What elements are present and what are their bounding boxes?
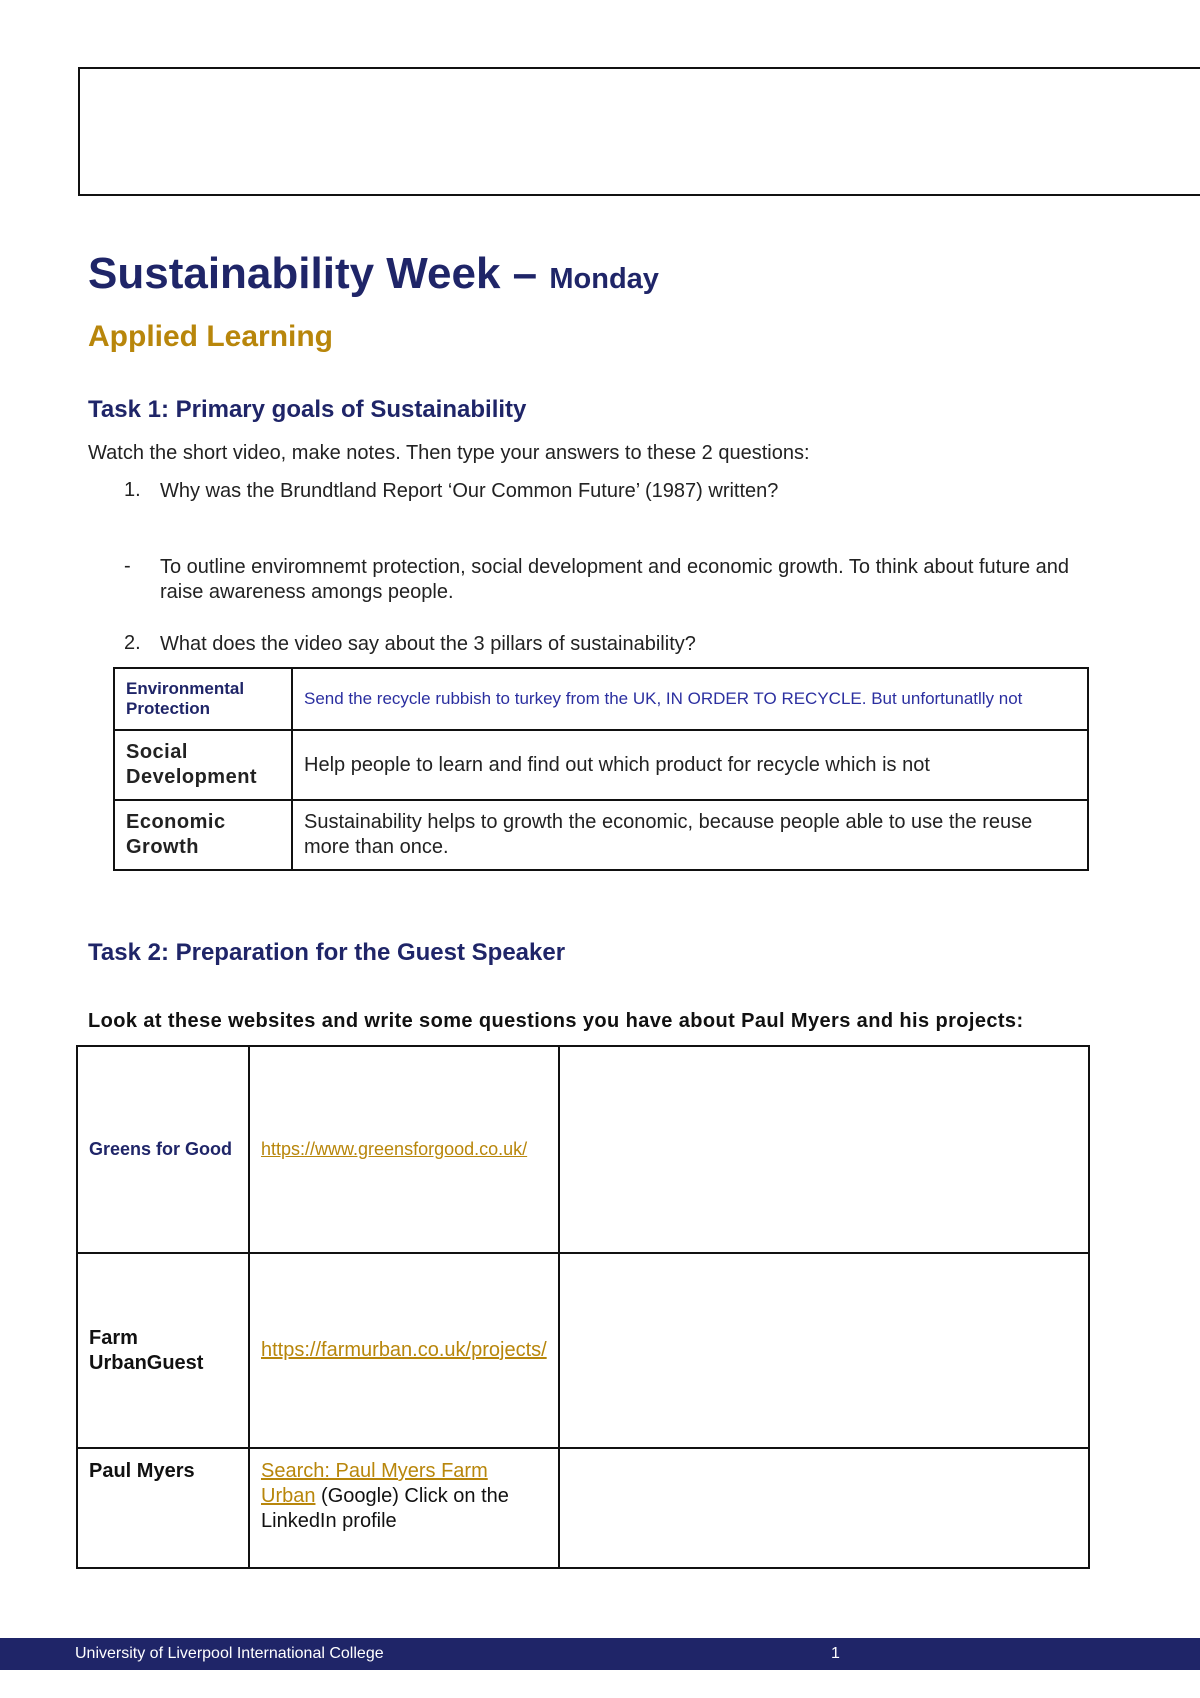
question1-number: 1. [124,479,141,501]
pillar-label: Economic Growth [114,800,292,870]
table-row [77,1448,1089,1568]
search-instructions: (Google) Click on the LinkedIn profile [261,1485,509,1532]
search-link[interactable]: Search: Paul Myers Farm Urban [261,1460,488,1507]
title-main: Sustainability Week – [88,249,550,298]
footer-bar [0,1638,1200,1670]
website-link-cell [249,1448,559,1568]
question2-number: 2. [124,632,141,654]
task1-heading: Task 1: Primary goals of Sustainability [88,396,527,423]
page-number: 1 [831,1645,840,1662]
answer1-text: To outline enviromnemt protection, social development and economic growth. To think about future and raise awareness amongs people. [160,556,1070,603]
website-link[interactable]: https://www.greensforgood.co.uk/ [261,1139,528,1159]
website-link-cell [249,1046,559,1253]
pillar-label: Social Development [114,730,292,800]
answer-bullet: - [124,555,131,577]
table-row [77,1046,1089,1253]
questions-field[interactable] [559,1253,1089,1448]
question2-text: What does the video say about the 3 pillars of sustainability? [160,633,696,655]
page-title [88,249,659,298]
questions-field[interactable] [559,1448,1089,1568]
pillar-answer-field[interactable]: Send the recycle rubbish to turkey from the UK, IN ORDER TO RECYCLE. But unfortunatlly not [292,668,1088,730]
pillar-answer-field[interactable]: Sustainability helps to growth the economic, because people able to use the reuse more than once. [292,800,1088,870]
title-day: Monday [549,263,659,295]
pillar-answer-field[interactable]: Help people to learn and find out which product for recycle which is not [292,730,1088,800]
table-row [114,800,1088,870]
task2-heading: Task 2: Preparation for the Guest Speaker [88,939,566,966]
websites-table [76,1045,1090,1569]
website-link-cell [249,1253,559,1448]
header-box [78,67,1200,196]
table-row [114,668,1088,730]
website-name: Paul Myers [77,1448,249,1568]
question1-text: Why was the Brundtland Report ‘Our Common Future’ (1987) written? [160,480,779,502]
table-row [114,730,1088,800]
questions-field[interactable] [559,1046,1089,1253]
footer-college: University of Liverpool International College [75,1645,384,1662]
website-name: Farm UrbanGuest [77,1253,249,1448]
page-subtitle: Applied Learning [88,320,334,353]
website-link[interactable]: https://farmurban.co.uk/projects/ [261,1339,547,1361]
table-row [77,1253,1089,1448]
task1-intro: Watch the short video, make notes. Then type your answers to these 2 questions: [88,442,810,464]
pillars-table [113,667,1089,871]
task2-instruction: Look at these websites and write some questions you have about Paul Myers and his projects: [88,1010,1024,1032]
website-name: Greens for Good [77,1046,249,1253]
pillar-label: Environmental Protection [114,668,292,730]
